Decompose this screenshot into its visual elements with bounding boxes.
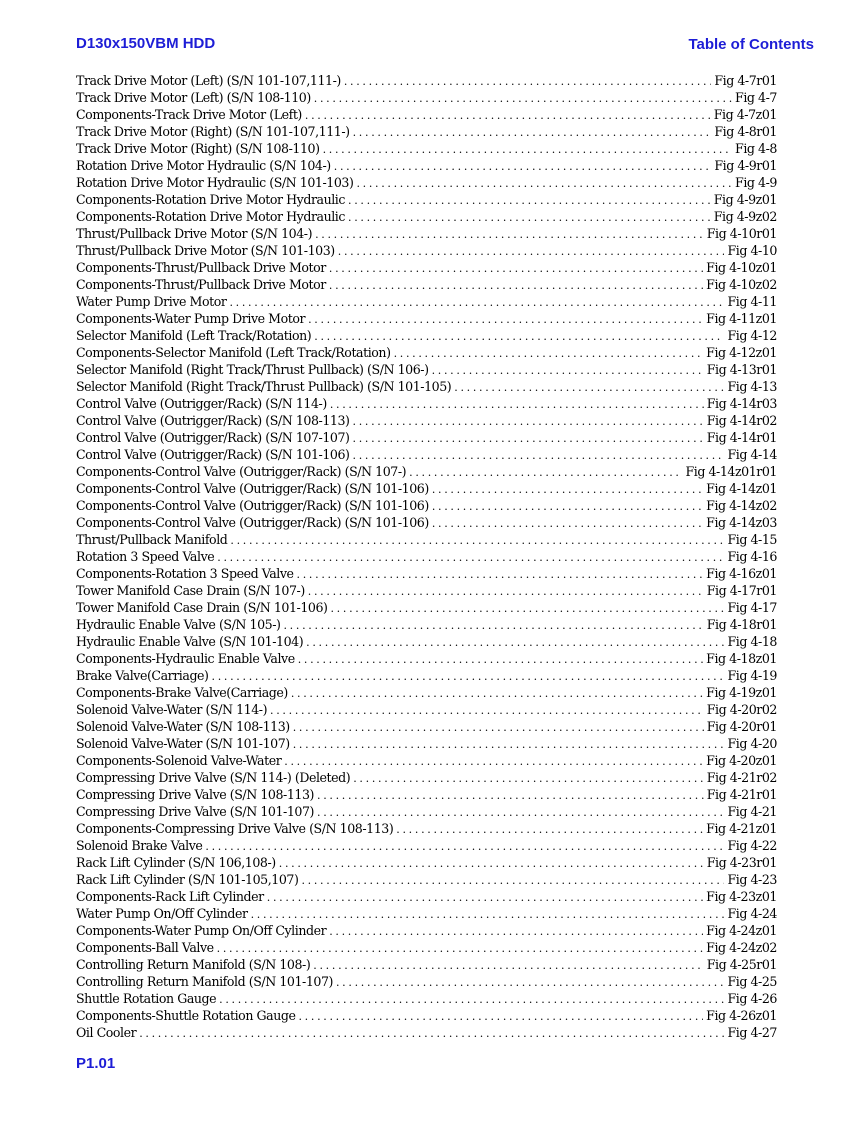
toc-entry-figure-ref: Fig 4-14 — [727, 447, 777, 462]
toc-entry[interactable] — [76, 939, 777, 956]
dot-leader — [432, 515, 703, 531]
toc-entry-figure-ref: Fig 4-7 — [735, 90, 777, 105]
toc-entry-figure-ref: Fig 4-25 — [727, 974, 777, 989]
toc-entry[interactable] — [76, 378, 777, 395]
toc-entry[interactable] — [76, 140, 777, 157]
toc-entry[interactable] — [76, 786, 777, 803]
dot-leader — [308, 583, 704, 599]
toc-entry[interactable] — [76, 259, 777, 276]
toc-entry-title: Compressing Drive Valve (S/N 114-) (Deleted) — [76, 770, 351, 785]
toc-entry[interactable] — [76, 480, 777, 497]
dot-leader — [217, 549, 724, 565]
toc-entry-title: Rotation Drive Motor Hydraulic (S/N 101-103) — [76, 175, 354, 190]
toc-entry-title: Tower Manifold Case Drain (S/N 101-106) — [76, 600, 328, 615]
toc-entry[interactable] — [76, 361, 777, 378]
toc-entry[interactable] — [76, 735, 777, 752]
toc-entry-title: Components-Ball Valve — [76, 940, 214, 955]
toc-entry[interactable] — [76, 667, 777, 684]
toc-entry-figure-ref: Fig 4-19z01 — [706, 685, 777, 700]
dot-leader — [279, 855, 704, 871]
toc-entry[interactable] — [76, 922, 777, 939]
dot-leader — [205, 838, 724, 854]
dot-leader — [353, 413, 704, 429]
toc-entry-title: Components-Rack Lift Cylinder — [76, 889, 264, 904]
toc-entry-title: Track Drive Motor (Right) (S/N 101-107,111-) — [76, 124, 350, 139]
dot-leader — [270, 702, 704, 718]
dot-leader — [454, 379, 724, 395]
toc-entry-figure-ref: Fig 4-11 — [727, 294, 777, 309]
toc-entry-figure-ref: Fig 4-17 — [727, 600, 777, 615]
toc-entry[interactable] — [76, 497, 777, 514]
dot-leader — [297, 566, 704, 582]
toc-entry[interactable] — [76, 633, 777, 650]
toc-entry-figure-ref: Fig 4-27 — [727, 1025, 777, 1040]
toc-entry[interactable] — [76, 837, 777, 854]
toc-entry-figure-ref: Fig 4-18z01 — [706, 651, 777, 666]
toc-entry-title: Oil Cooler — [76, 1025, 137, 1040]
toc-entry[interactable] — [76, 803, 777, 820]
toc-entry[interactable] — [76, 820, 777, 837]
toc-entry[interactable] — [76, 123, 777, 140]
dot-leader — [229, 294, 724, 310]
toc-entry-figure-ref: Fig 4-13r01 — [706, 362, 777, 377]
dot-leader — [329, 260, 703, 276]
toc-entry[interactable] — [76, 905, 777, 922]
toc-entry-title: Shuttle Rotation Gauge — [76, 991, 217, 1006]
toc-entry-title: Components-Control Valve (Outrigger/Rack) (S/N 101-106) — [76, 498, 429, 513]
toc-entry-title: Solenoid Valve-Water (S/N 101-107) — [76, 736, 290, 751]
toc-entry-title: Controlling Return Manifold (S/N 101-107) — [76, 974, 333, 989]
toc-entry[interactable] — [76, 616, 777, 633]
toc-entry-figure-ref: Fig 4-24 — [727, 906, 777, 921]
dot-leader — [293, 719, 704, 735]
toc-entry-figure-ref: Fig 4-9r01 — [714, 158, 777, 173]
toc-entry-figure-ref: Fig 4-23 — [727, 872, 777, 887]
section-title: Table of Contents — [688, 36, 814, 53]
toc-entry-title: Components-Rotation 3 Speed Valve — [76, 566, 294, 581]
toc-entry-title: Control Valve (Outrigger/Rack) (S/N 108-113) — [76, 413, 350, 428]
toc-entry-figure-ref: Fig 4-18r01 — [706, 617, 777, 632]
toc-entry[interactable] — [76, 531, 777, 548]
dot-leader — [298, 1008, 703, 1024]
dot-leader — [212, 668, 725, 684]
toc-entry-title: Hydraulic Enable Valve (S/N 105-) — [76, 617, 281, 632]
toc-entry-figure-ref: Fig 4-14z01r01 — [685, 464, 777, 479]
toc-entry-figure-ref: Fig 4-10z01 — [706, 260, 777, 275]
toc-entry-title: Compressing Drive Valve (S/N 108-113) — [76, 787, 314, 802]
dot-leader — [353, 770, 704, 786]
toc-entry-title: Thrust/Pullback Manifold — [76, 532, 228, 547]
toc-entry-figure-ref: Fig 4-16z01 — [706, 566, 777, 581]
toc-entry[interactable] — [76, 1007, 777, 1024]
toc-entry-title: Track Drive Motor (Left) (S/N 108-110) — [76, 90, 311, 105]
toc-entry-title: Rotation Drive Motor Hydraulic (S/N 104-) — [76, 158, 331, 173]
document-title: D130x150VBM HDD — [76, 35, 216, 52]
dot-leader — [291, 685, 703, 701]
toc-entry-figure-ref: Fig 4-12 — [727, 328, 777, 343]
dot-leader — [313, 957, 703, 973]
toc-entry-title: Rotation 3 Speed Valve — [76, 549, 215, 564]
toc-entry-figure-ref: Fig 4-24z01 — [706, 923, 777, 938]
toc-entry[interactable] — [76, 429, 777, 446]
toc-entry-figure-ref: Fig 4-12z01 — [706, 345, 777, 360]
toc-entry-figure-ref: Fig 4-23z01 — [706, 889, 777, 904]
dot-leader — [251, 906, 725, 922]
toc-entry-title: Components-Water Pump Drive Motor — [76, 311, 306, 326]
dot-leader — [298, 651, 703, 667]
toc-entry[interactable] — [76, 293, 777, 310]
toc-entry-title: Thrust/Pullback Drive Motor (S/N 101-103) — [76, 243, 335, 258]
toc-entry-figure-ref: Fig 4-20r01 — [706, 719, 777, 734]
toc-entry[interactable] — [76, 718, 777, 735]
dot-leader — [329, 923, 703, 939]
toc-entry-figure-ref: Fig 4-26 — [727, 991, 777, 1006]
toc-entry-figure-ref: Fig 4-21z01 — [706, 821, 777, 836]
toc-entry[interactable] — [76, 208, 777, 225]
toc-entry[interactable] — [76, 106, 777, 123]
table-of-contents-list — [76, 72, 777, 1041]
toc-entry-figure-ref: Fig 4-18 — [727, 634, 777, 649]
dot-leader — [317, 787, 704, 803]
dot-leader — [356, 175, 732, 191]
dot-leader — [334, 158, 712, 174]
dot-leader — [314, 90, 732, 106]
toc-entry-title: Rack Lift Cylinder (S/N 106,108-) — [76, 855, 276, 870]
toc-entry-figure-ref: Fig 4-9z02 — [713, 209, 777, 224]
toc-entry[interactable] — [76, 191, 777, 208]
toc-entry-figure-ref: Fig 4-20z01 — [706, 753, 777, 768]
dot-leader — [353, 124, 712, 140]
toc-entry[interactable] — [76, 395, 777, 412]
toc-entry-figure-ref: Fig 4-20r02 — [706, 702, 777, 717]
dot-leader — [353, 430, 704, 446]
toc-entry-title: Solenoid Brake Valve — [76, 838, 203, 853]
toc-entry-title: Components-Rotation Drive Motor Hydraulic — [76, 192, 345, 207]
toc-entry-title: Components-Water Pump On/Off Cylinder — [76, 923, 327, 938]
dot-leader — [306, 634, 724, 650]
toc-entry-title: Components-Control Valve (Outrigger/Rack) (S/N 107-) — [76, 464, 407, 479]
dot-leader — [338, 243, 725, 259]
toc-entry-figure-ref: Fig 4-14z03 — [706, 515, 777, 530]
toc-entry-title: Thrust/Pullback Drive Motor (S/N 104-) — [76, 226, 313, 241]
toc-entry-figure-ref: Fig 4-9z01 — [713, 192, 777, 207]
toc-entry[interactable] — [76, 446, 777, 463]
dot-leader — [308, 311, 703, 327]
toc-entry[interactable] — [76, 973, 777, 990]
toc-entry[interactable] — [76, 157, 777, 174]
toc-entry[interactable] — [76, 769, 777, 786]
toc-entry[interactable] — [76, 514, 777, 531]
toc-entry-title: Components-Solenoid Valve-Water — [76, 753, 282, 768]
toc-entry-title: Solenoid Valve-Water (S/N 108-113) — [76, 719, 290, 734]
toc-entry-title: Hydraulic Enable Valve (S/N 101-104) — [76, 634, 304, 649]
toc-entry-figure-ref: Fig 4-19 — [727, 668, 777, 683]
toc-entry-title: Solenoid Valve-Water (S/N 114-) — [76, 702, 268, 717]
toc-entry-figure-ref: Fig 4-13 — [727, 379, 777, 394]
toc-entry-title: Components-Control Valve (Outrigger/Rack) (S/N 101-106) — [76, 515, 429, 530]
toc-entry-figure-ref: Fig 4-14z02 — [706, 498, 777, 513]
toc-entry-figure-ref: Fig 4-14r03 — [706, 396, 777, 411]
toc-entry-figure-ref: Fig 4-8r01 — [714, 124, 777, 139]
toc-entry-figure-ref: Fig 4-21r02 — [706, 770, 777, 785]
toc-entry-figure-ref: Fig 4-9 — [735, 175, 777, 190]
toc-entry[interactable] — [76, 310, 777, 327]
toc-entry-figure-ref: Fig 4-15 — [727, 532, 777, 547]
toc-entry-figure-ref: Fig 4-24z02 — [706, 940, 777, 955]
dot-leader — [314, 328, 724, 344]
dot-leader — [217, 940, 703, 956]
toc-entry-figure-ref: Fig 4-10z02 — [706, 277, 777, 292]
toc-entry[interactable] — [76, 888, 777, 905]
toc-entry-title: Components-Compressing Drive Valve (S/N 108-113) — [76, 821, 394, 836]
toc-entry[interactable] — [76, 582, 777, 599]
toc-entry-title: Components-Hydraulic Enable Valve — [76, 651, 295, 666]
toc-entry-figure-ref: Fig 4-10r01 — [706, 226, 777, 241]
toc-entry-title: Components-Control Valve (Outrigger/Rack) (S/N 101-106) — [76, 481, 429, 496]
toc-entry-figure-ref: Fig 4-17r01 — [706, 583, 777, 598]
toc-entry[interactable] — [76, 1024, 777, 1041]
toc-entry-title: Control Valve (Outrigger/Rack) (S/N 107-107) — [76, 430, 350, 445]
toc-entry[interactable] — [76, 990, 777, 1007]
dot-leader — [283, 617, 703, 633]
toc-entry[interactable] — [76, 412, 777, 429]
toc-entry-title: Selector Manifold (Left Track/Rotation) — [76, 328, 312, 343]
toc-entry[interactable] — [76, 72, 777, 89]
dot-leader — [396, 821, 703, 837]
dot-leader — [432, 498, 703, 514]
toc-entry[interactable] — [76, 344, 777, 361]
toc-entry-figure-ref: Fig 4-21r01 — [706, 787, 777, 802]
dot-leader — [432, 362, 704, 378]
toc-entry-figure-ref: Fig 4-25r01 — [706, 957, 777, 972]
toc-entry-title: Components-Selector Manifold (Left Track/Rotation) — [76, 345, 391, 360]
toc-entry[interactable] — [76, 327, 777, 344]
toc-entry-figure-ref: Fig 4-10 — [727, 243, 777, 258]
toc-entry-figure-ref: Fig 4-11z01 — [706, 311, 777, 326]
toc-entry-title: Water Pump On/Off Cylinder — [76, 906, 248, 921]
dot-leader — [219, 991, 724, 1007]
dot-leader — [348, 209, 711, 225]
toc-entry-figure-ref: Fig 4-20 — [727, 736, 777, 751]
toc-entry-title: Components-Rotation Drive Motor Hydraulic — [76, 209, 345, 224]
toc-entry-title: Selector Manifold (Right Track/Thrust Pullback) (S/N 101-105) — [76, 379, 452, 394]
toc-entry-figure-ref: Fig 4-14r02 — [706, 413, 777, 428]
dot-leader — [394, 345, 704, 361]
toc-entry-figure-ref: Fig 4-16 — [727, 549, 777, 564]
toc-entry-figure-ref: Fig 4-7z01 — [713, 107, 777, 122]
toc-entry[interactable] — [76, 854, 777, 871]
toc-entry[interactable] — [76, 463, 777, 480]
dot-leader — [330, 396, 704, 412]
toc-entry-figure-ref: Fig 4-26z01 — [706, 1008, 777, 1023]
toc-entry-title: Controlling Return Manifold (S/N 108-) — [76, 957, 311, 972]
dot-leader — [353, 447, 725, 463]
dot-leader — [284, 753, 703, 769]
toc-entry-figure-ref: Fig 4-7r01 — [714, 73, 777, 88]
dot-leader — [267, 889, 703, 905]
toc-entry-title: Components-Track Drive Motor (Left) — [76, 107, 302, 122]
toc-entry[interactable] — [76, 599, 777, 616]
toc-entry-title: Components-Thrust/Pullback Drive Motor — [76, 260, 326, 275]
toc-entry-title: Control Valve (Outrigger/Rack) (S/N 101-106) — [76, 447, 350, 462]
toc-entry[interactable] — [76, 684, 777, 701]
toc-entry-title: Components-Thrust/Pullback Drive Motor — [76, 277, 326, 292]
toc-entry[interactable] — [76, 242, 777, 259]
toc-entry[interactable] — [76, 548, 777, 565]
toc-entry-title: Selector Manifold (Right Track/Thrust Pullback) (S/N 106-) — [76, 362, 429, 377]
dot-leader — [409, 464, 682, 480]
dot-leader — [139, 1025, 724, 1041]
toc-entry[interactable] — [76, 956, 777, 973]
toc-entry-title: Components-Brake Valve(Carriage) — [76, 685, 288, 700]
dot-leader — [317, 804, 724, 820]
toc-entry-title: Track Drive Motor (Left) (S/N 101-107,111-) — [76, 73, 341, 88]
toc-entry[interactable] — [76, 225, 777, 242]
toc-entry-title: Compressing Drive Valve (S/N 101-107) — [76, 804, 314, 819]
toc-entry-title: Control Valve (Outrigger/Rack) (S/N 114-) — [76, 396, 327, 411]
dot-leader — [323, 141, 732, 157]
dot-leader — [315, 226, 704, 242]
toc-entry-title: Rack Lift Cylinder (S/N 101-105,107) — [76, 872, 299, 887]
dot-leader — [348, 192, 711, 208]
toc-entry[interactable] — [76, 752, 777, 769]
toc-entry-figure-ref: Fig 4-21 — [727, 804, 777, 819]
toc-entry[interactable] — [76, 871, 777, 888]
toc-entry-figure-ref: Fig 4-14z01 — [706, 481, 777, 496]
toc-entry-figure-ref: Fig 4-14r01 — [706, 430, 777, 445]
dot-leader — [301, 872, 724, 888]
page-number: P1.01 — [76, 1055, 116, 1072]
toc-entry-title: Track Drive Motor (Right) (S/N 108-110) — [76, 141, 320, 156]
toc-entry-figure-ref: Fig 4-23r01 — [706, 855, 777, 870]
toc-entry-title: Brake Valve(Carriage) — [76, 668, 209, 683]
toc-entry-figure-ref: Fig 4-8 — [735, 141, 777, 156]
dot-leader — [230, 532, 724, 548]
toc-entry[interactable] — [76, 276, 777, 293]
toc-entry-title: Components-Shuttle Rotation Gauge — [76, 1008, 296, 1023]
toc-entry-title: Water Pump Drive Motor — [76, 294, 227, 309]
toc-entry-title: Tower Manifold Case Drain (S/N 107-) — [76, 583, 305, 598]
toc-entry[interactable] — [76, 89, 777, 106]
dot-leader — [305, 107, 711, 123]
toc-entry-figure-ref: Fig 4-22 — [727, 838, 777, 853]
dot-leader — [329, 277, 703, 293]
toc-entry[interactable] — [76, 650, 777, 667]
toc-entry[interactable] — [76, 565, 777, 582]
toc-entry[interactable] — [76, 174, 777, 191]
dot-leader — [336, 974, 724, 990]
dot-leader — [330, 600, 724, 616]
dot-leader — [293, 736, 725, 752]
toc-entry[interactable] — [76, 701, 777, 718]
dot-leader — [344, 73, 711, 89]
dot-leader — [432, 481, 703, 497]
